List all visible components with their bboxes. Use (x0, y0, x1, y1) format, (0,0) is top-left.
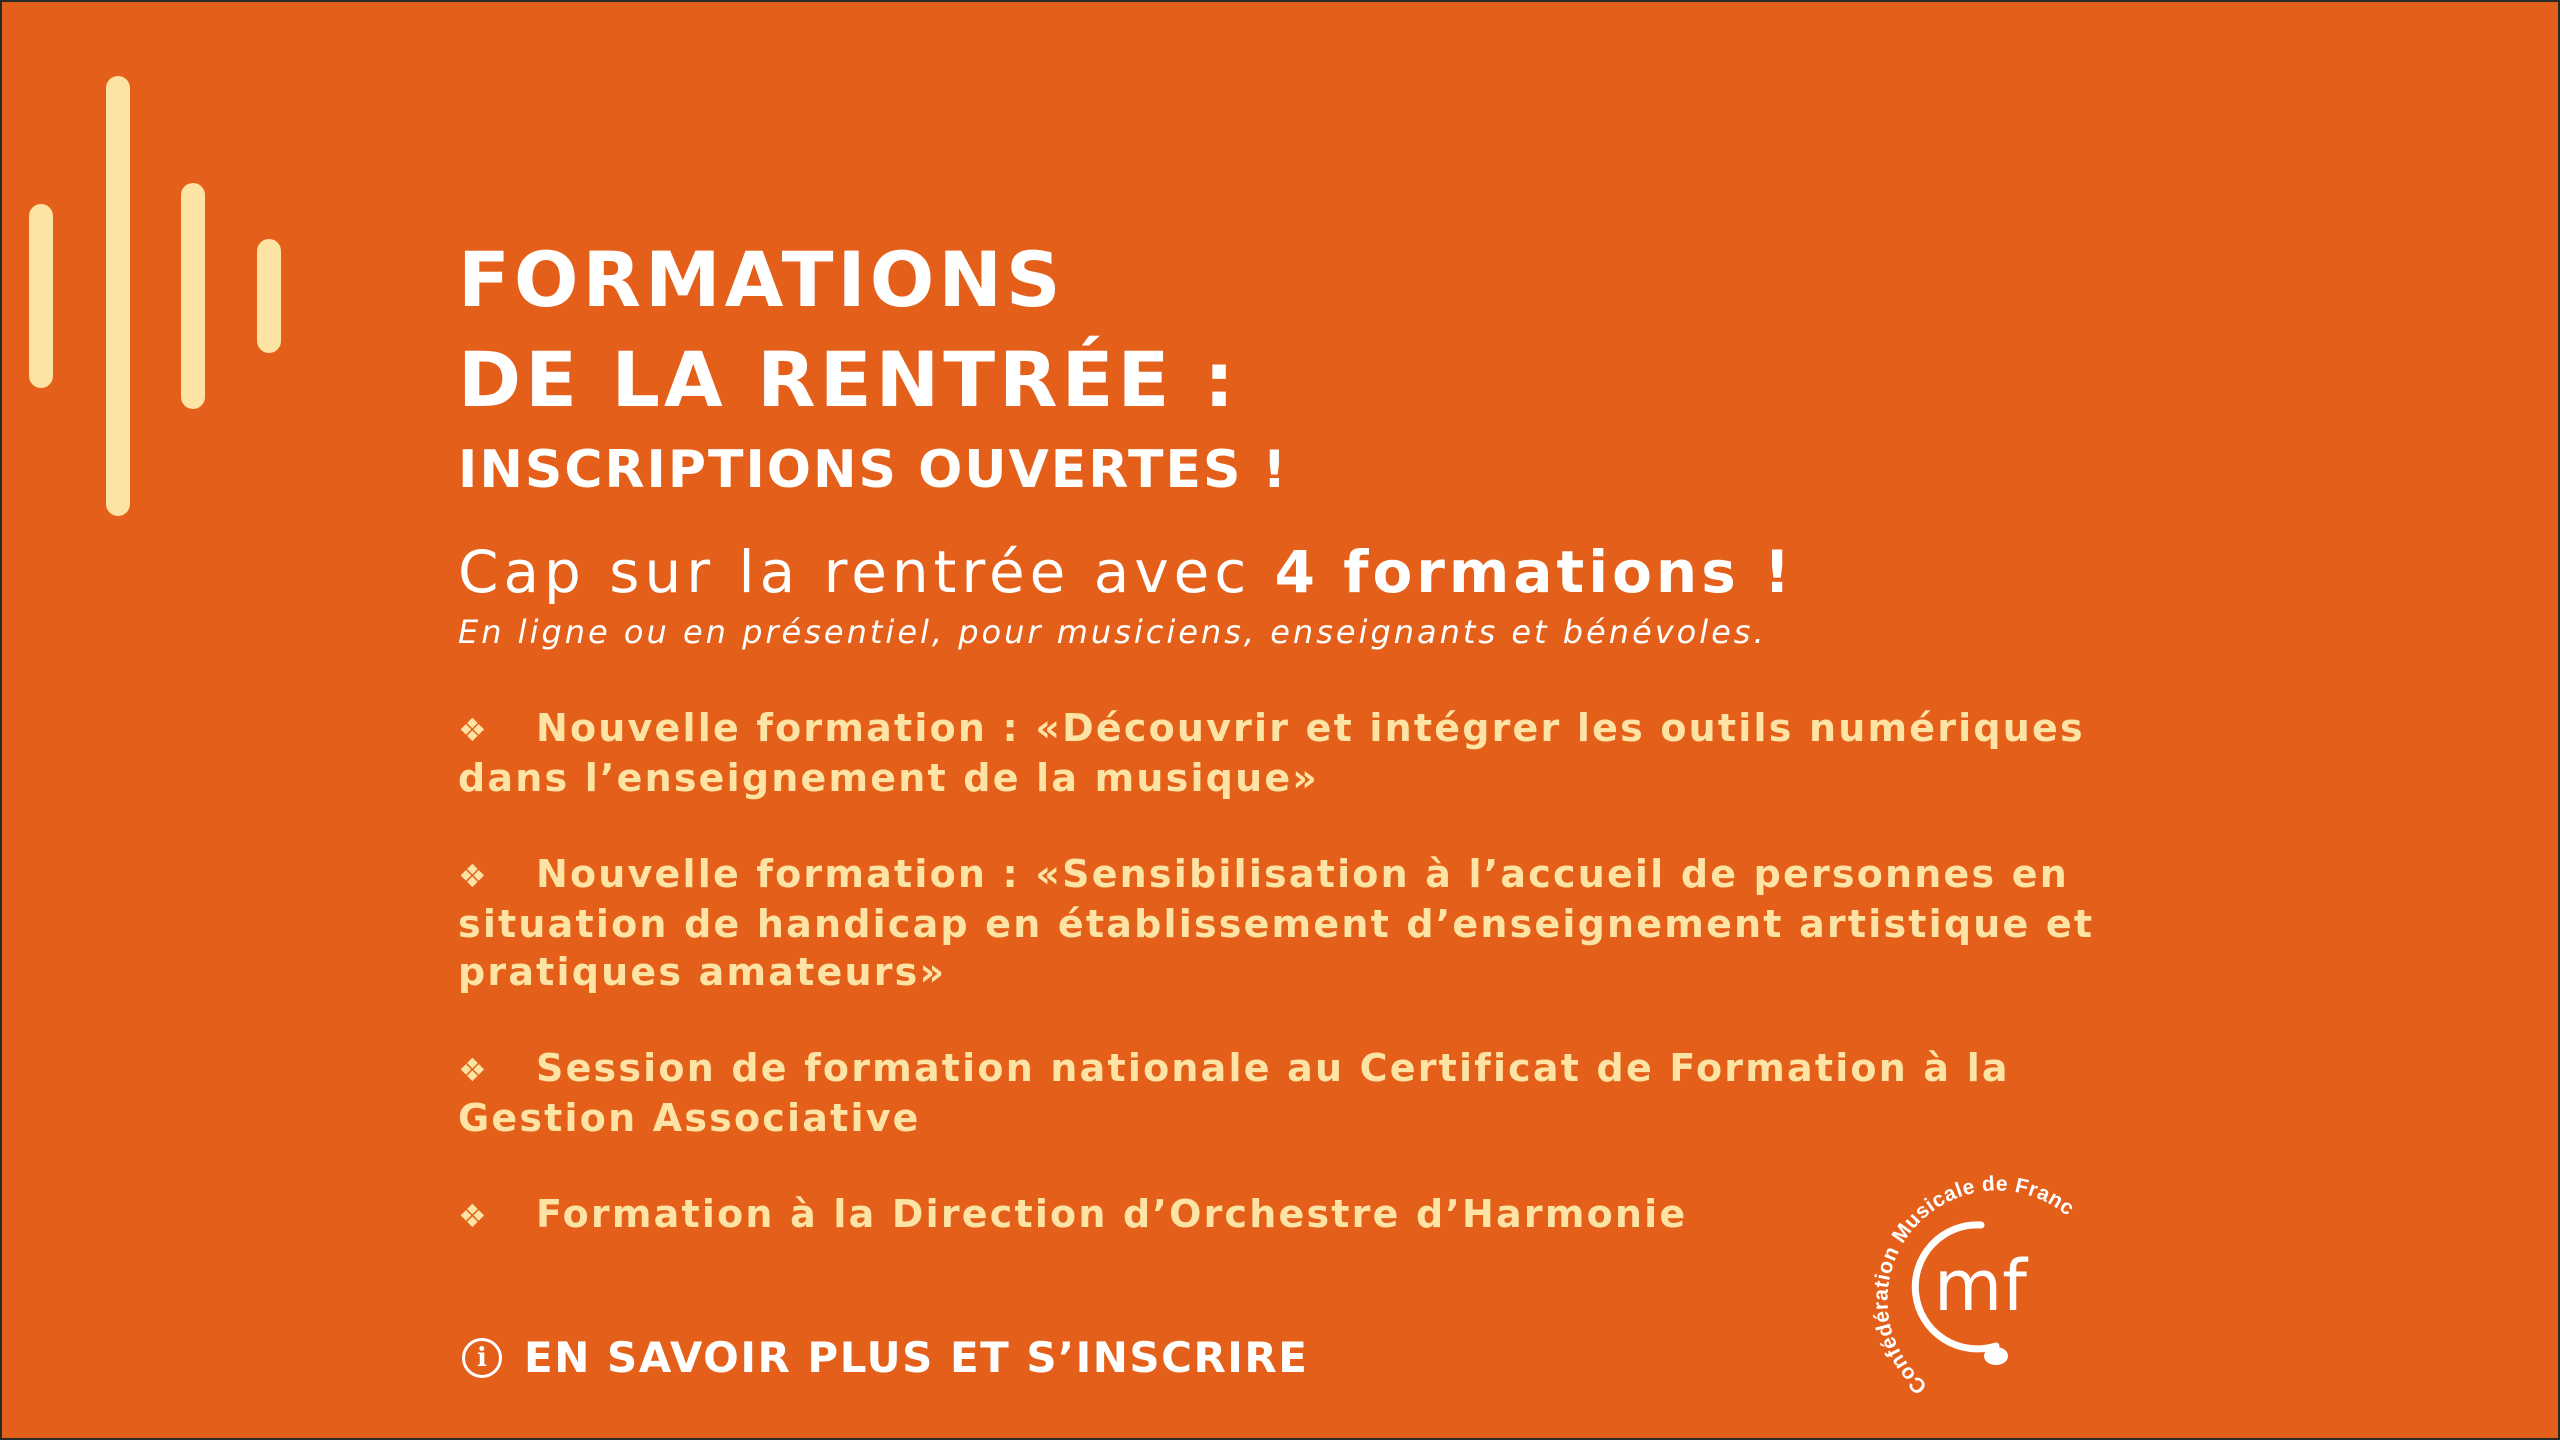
tagline-highlight: 4 formations ! (1274, 538, 1795, 606)
headline-line-1: FORMATIONS (458, 235, 1065, 324)
headline-subtitle: INSCRIPTIONS OUVERTES ! (458, 440, 1289, 500)
formation-label: Session de formation nationale au Certificat de Formation à la Gestion Associative (458, 1046, 2010, 1140)
formation-label: Formation à la Direction d’Orchestre d’Harmonie (536, 1192, 1688, 1236)
list-item (458, 704, 2108, 802)
tagline (458, 534, 2108, 610)
tagline-prefix: Cap sur la rentrée avec (458, 538, 1275, 606)
headline-line-2: DE LA RENTRÉE : (458, 335, 1239, 424)
formation-label: Nouvelle formation : «Découvrir et intégrer les outils numériques dans l’enseignement de la musique» (458, 706, 2085, 800)
sound-bar-decoration (257, 239, 281, 353)
intro-text: En ligne ou en présentiel, pour musiciens, enseignants et bénévoles. (458, 613, 1767, 651)
diamond-bullet-icon: ❖ (458, 857, 489, 895)
cmf-logo-icon (1856, 1160, 2106, 1410)
learn-more-label: EN SAVOIR PLUS ET S’INSCRIRE (524, 1333, 1309, 1382)
list-item (458, 850, 2108, 996)
sound-bar-decoration (29, 204, 53, 388)
list-item (458, 1044, 2108, 1142)
sound-bar-decoration (181, 183, 205, 409)
announcement-content (458, 230, 2108, 1288)
logo-monogram: mf (1934, 1245, 2027, 1327)
diamond-bullet-icon: ❖ (458, 1051, 489, 1089)
learn-more-link[interactable] (462, 1333, 1308, 1382)
diamond-bullet-icon: ❖ (458, 711, 489, 749)
formation-label: Nouvelle formation : «Sensibilisation à l’accueil de personnes en situation de handicap en établissement d’enseignement artistique et pratiques amateurs» (458, 852, 2095, 994)
info-icon: i (462, 1338, 502, 1378)
logo-ring-text: Confédération Musicale de Franc (1869, 1172, 2079, 1399)
diamond-bullet-icon: ❖ (458, 1197, 489, 1235)
sound-bar-decoration (106, 76, 130, 516)
